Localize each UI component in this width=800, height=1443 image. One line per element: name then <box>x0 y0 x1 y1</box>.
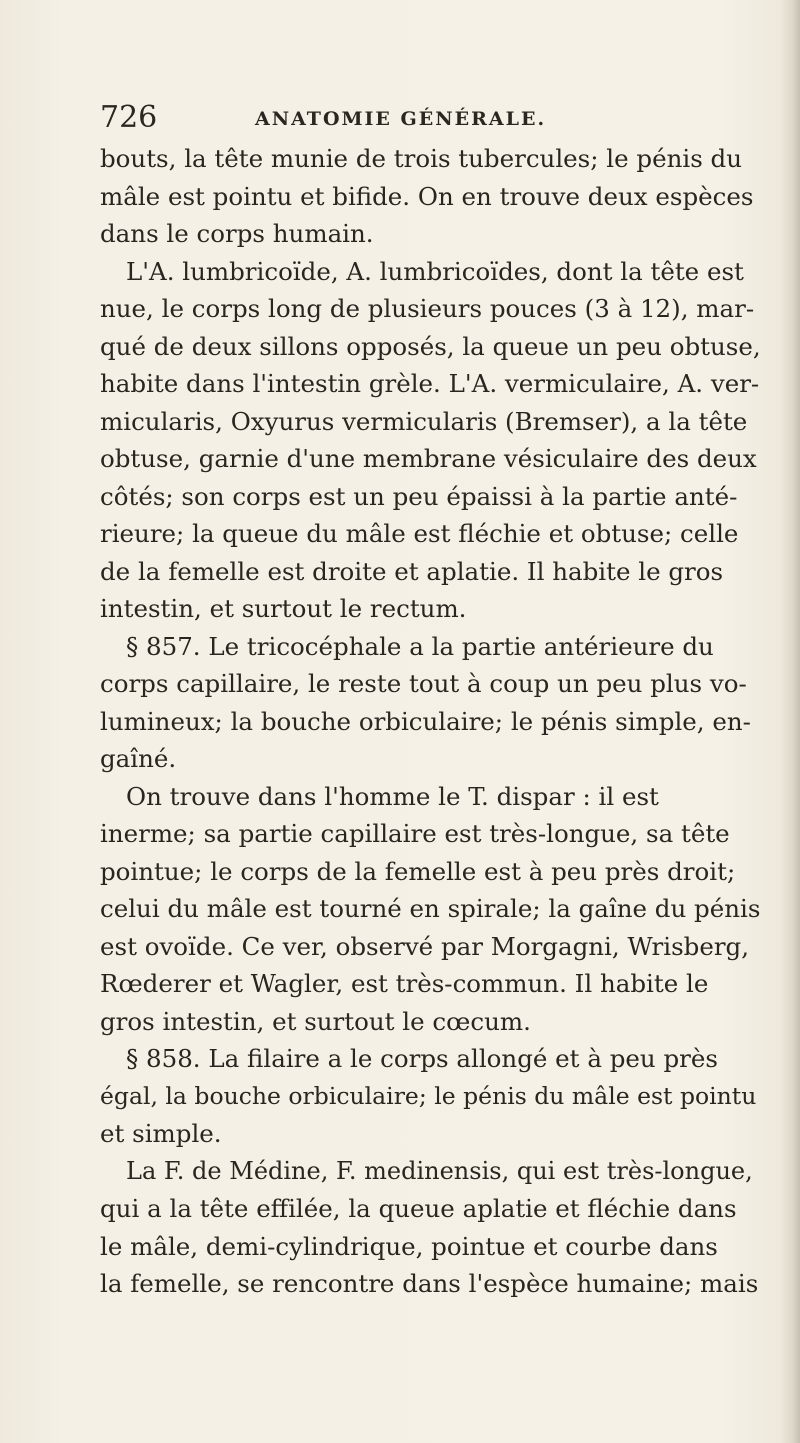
running-head: ANATOMIE GÉNÉRALE. <box>255 108 547 130</box>
text-line: côtés; son corps est un peu épaissi à la partie anté- <box>100 481 738 511</box>
text-line: lumineux; la bouche orbiculaire; le pénis simple, en- <box>100 706 751 736</box>
text-line: la femelle, se rencontre dans l'espèce humaine; mais <box>100 1269 759 1298</box>
text-line: de la femelle est droite et aplatie. Il habite le gros <box>100 556 724 586</box>
text-line: corps capillaire, le reste tout à coup un peu plus vo- <box>100 669 747 698</box>
text-line: § 858. La filaire a le corps allongé et à peu près <box>126 1044 718 1073</box>
text-line: Rœderer et Wagler, est très-commun. Il habite le <box>100 969 709 998</box>
text-line: bouts, la tête munie de trois tubercules; le pénis du <box>100 144 743 173</box>
text-line: égal, la bouche orbiculaire; le pénis du mâle est pointu <box>100 1081 757 1110</box>
text-line: micularis, Oxyurus vermicularis (Bremser), a la tête <box>100 406 748 436</box>
text-line: rieure; la queue du mâle est fléchie et obtuse; celle <box>100 519 739 548</box>
text-line: On trouve dans l'homme le T. dispar : il est <box>126 781 659 811</box>
page-header <box>100 98 740 138</box>
text-line: est ovoïde. Ce ver, observé par Morgagni, Wrisberg, <box>100 931 750 961</box>
text-line: et simple. <box>100 1119 222 1148</box>
text-line: celui du mâle est tourné en spirale; la gaîne du pénis <box>100 894 761 923</box>
text-line: La F. de Médine, F. medinensis, qui est très-longue, <box>126 1156 753 1185</box>
text-line: nue, le corps long de plusieurs pouces (3 à 12), mar- <box>100 294 755 323</box>
text-line: L'A. lumbricoïde, A. lumbricoïdes, dont la tête est <box>126 256 744 286</box>
page-number: 726 <box>100 100 158 135</box>
text-line: qui a la tête effilée, la queue aplatie et fléchie dans <box>100 1194 737 1223</box>
text-line: pointue; le corps de la femelle est à peu près droit; <box>100 856 736 886</box>
text-line: § 857. Le tricocéphale a la partie antérieure du <box>126 631 714 661</box>
text-line: gaîné. <box>100 744 177 773</box>
text-line: qué de deux sillons opposés, la queue un peu obtuse, <box>100 331 761 361</box>
text-line: obtuse, garnie d'une membrane vésiculaire des deux <box>100 444 757 473</box>
text-line: mâle est pointu et bifide. On en trouve deux espèces <box>100 181 754 211</box>
body-text <box>100 140 764 1303</box>
page-edge-shadow <box>780 0 800 1443</box>
text-line: inerme; sa partie capillaire est très-longue, sa tête <box>100 819 730 848</box>
text-line: habite dans l'intestin grèle. L'A. vermiculaire, A. ver- <box>100 369 760 398</box>
text-line: le mâle, demi-cylindrique, pointue et courbe dans <box>100 1231 718 1261</box>
text-line: gros intestin, et surtout le cœcum. <box>100 1006 531 1036</box>
text-line: dans le corps humain. <box>100 219 374 248</box>
text-line: intestin, et surtout le rectum. <box>100 594 467 623</box>
